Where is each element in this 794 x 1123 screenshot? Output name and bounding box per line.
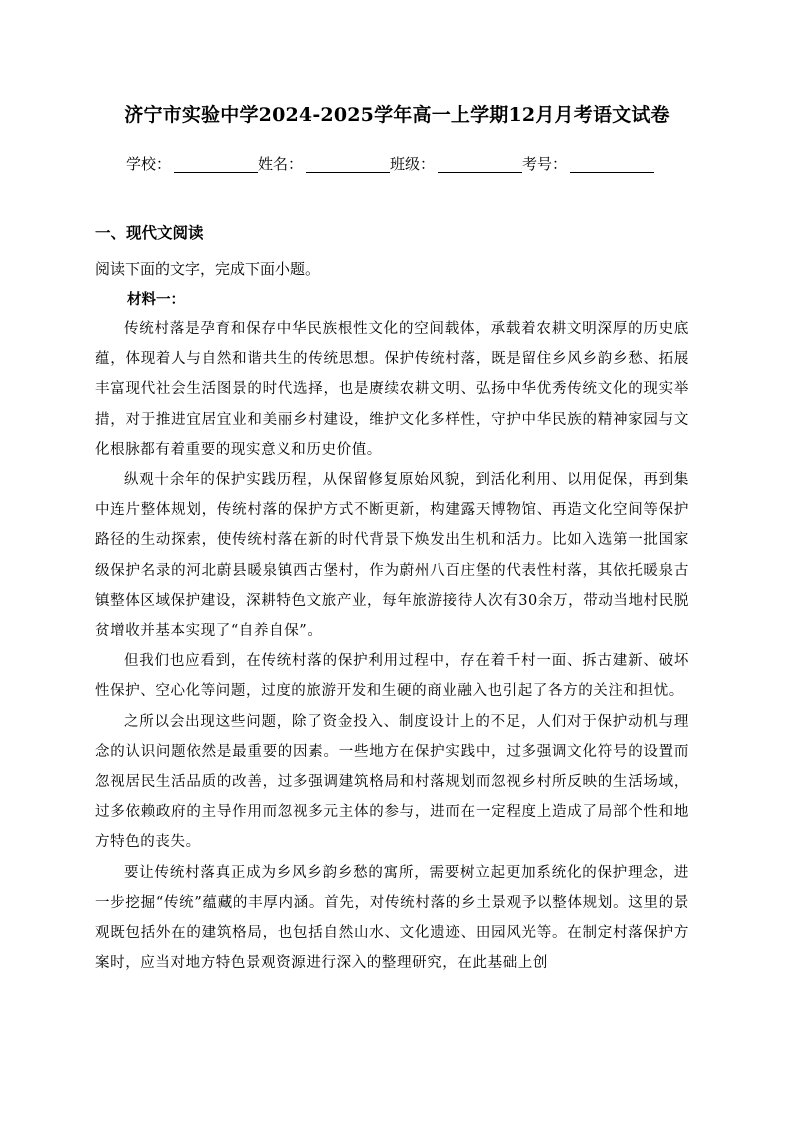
class-label: 班级： — [390, 155, 436, 173]
class-field — [390, 151, 522, 177]
material-label: 材料一： — [127, 291, 185, 308]
class-blank[interactable] — [438, 154, 522, 173]
paragraph: 要让传统村落真正成为乡风乡韵乡愁的寓所，需要树立起更加系统化的保护理念，进一步挖掘“传统”蕴藏的丰厚内涵。首先，对传统村落的乡土景观予以整体规划。这里的景观既包括外在的建筑格局，也包括自然山水、文化遗迹、田园风光等。在制定村落保护方案时，应当对地方特色景观资源进行深入的整理研究，在此基础上创 — [95, 864, 689, 972]
exam-number-blank[interactable] — [570, 154, 654, 173]
paragraph: 但我们也应看到，在传统村落的保护利用过程中，存在着千村一面、拆古建新、破坏性保护、空心化等问题，过度的旅游开发和生硬的商业融入也引起了各方的关注和担忧。 — [95, 653, 689, 700]
school-label: 学校： — [126, 155, 172, 173]
reading-instruction: 阅读下面的文字，完成下面小题。 — [95, 260, 321, 278]
school-field — [126, 151, 258, 177]
exam-title: 济宁市实验中学2024-2025学年高一上学期12月月考语文试卷 — [124, 104, 670, 126]
name-label: 姓名： — [258, 155, 304, 173]
paragraph: 传统村落是孕育和保存中华民族根性文化的空间载体，承载着农耕文明深厚的历史底蕴，体现着人与自然和谐共生的传统思想。保护传统村落，既是留住乡风乡韵乡愁、拓展丰富现代社会生活图景的时代选择，也是赓续农耕文明、弘扬中华优秀传统文化的现实举措，对于推进宜居宜业和美丽乡村建设，维护文化多样性，守护中华民族的精神家园与文化根脉都有着重要的现实意义和历史价值。 — [95, 321, 689, 458]
section-heading: 一、现代文阅读 — [95, 224, 204, 242]
school-blank[interactable] — [174, 154, 258, 173]
name-field — [258, 151, 390, 177]
paragraph: 之所以会出现这些问题，除了资金投入、制度设计上的不足，人们对于保护动机与理念的认识问题依然是最重要的因素。一些地方在保护实践中，过多强调文化符号的设置而忽视居民生活品质的改善，过多强调建筑格局和村落规划而忽视乡村所反映的生活场域，过多依赖政府的主导作用而忽视多元主体的参与，进而在一定程度上造成了局部个性和地方特色的丧失。 — [95, 713, 689, 851]
name-blank[interactable] — [306, 154, 390, 173]
exam-number-label: 考号： — [522, 155, 568, 173]
reading-passage — [95, 314, 689, 978]
exam-number-field — [522, 151, 654, 177]
paragraph: 纵观十余年的保护实践历程，从保留修复原始风貌，到活化利用、以用促保，再到集中连片整体规划，传统村落的保护方式不断更新，构建露天博物馆、再造文化空间等保护路径的生动探索，使传统村落在新的时代背景下焕发出生机和活力。比如入选第一批国家级保护名录的河北蔚县暖泉镇西古堡村，作为蔚州八百庄堡的代表性村落，其依托暖泉古镇整体区域保护建设，深耕特色文旅产业，每年旅游接待人次有30余万，带动当地村民脱贫增收并基本实现了“自养自保”。 — [95, 472, 689, 640]
student-info-row — [126, 151, 654, 177]
